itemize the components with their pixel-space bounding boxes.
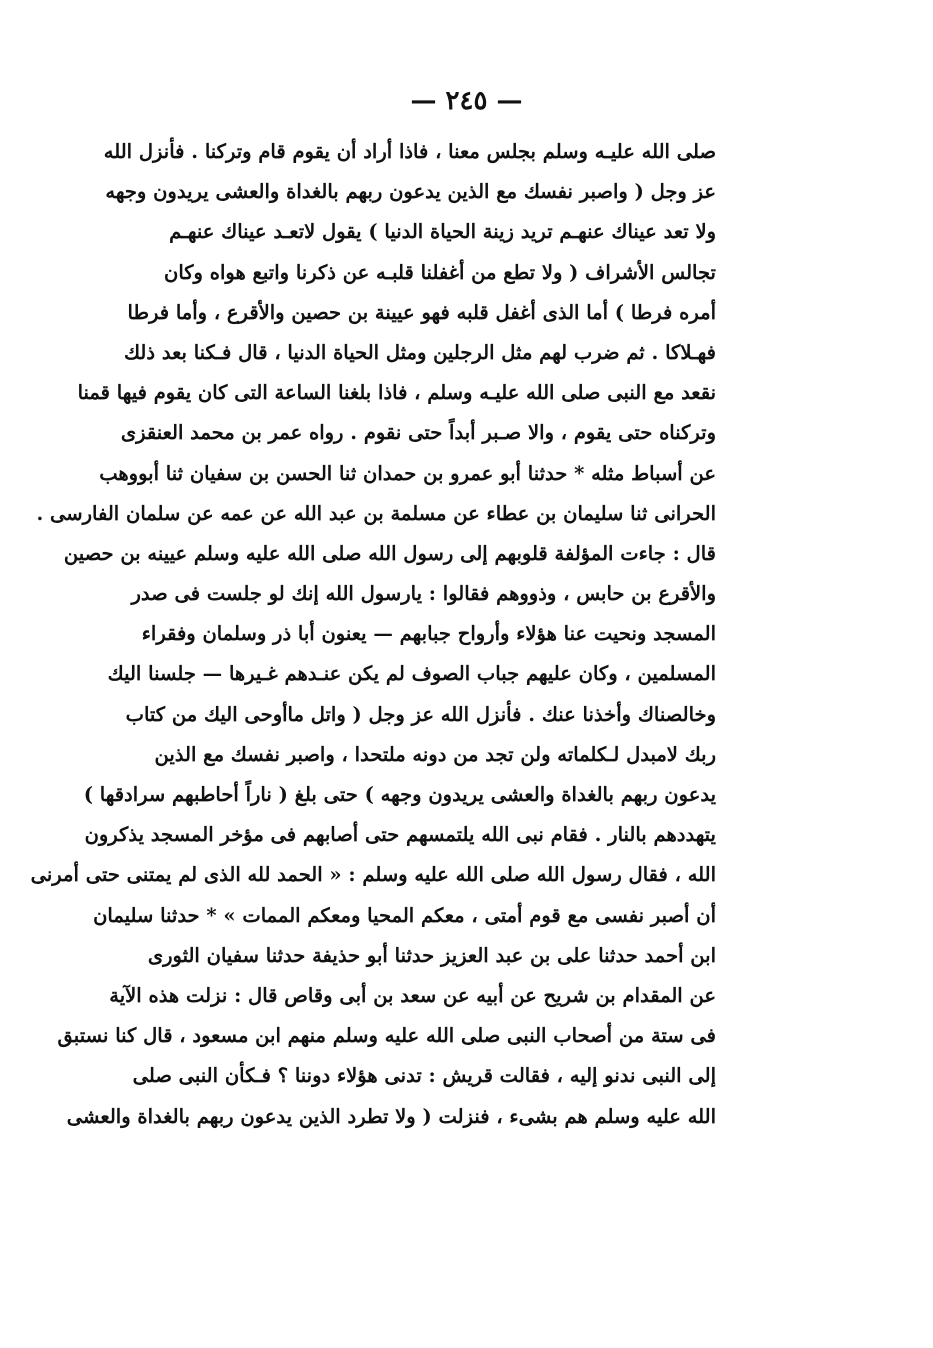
- text-line: ربك لامبدل لـكلماته ولن تجد من دونه ملتحدا ، واصبر نفسك مع الذين: [154, 742, 716, 766]
- page-number: — ٢٤٥ —: [410, 86, 523, 116]
- text-line: الحرانى ثنا سليمان بن عطاء عن مسلمة بن عبد الله عن عمه عن سلمان الفارسى .: [36, 501, 716, 525]
- text-line: المسجد ونحيت عنا هؤلاء وأرواح جبابهم — يعنون أبا ذر وسلمان وفقراء: [141, 622, 716, 646]
- text-line: ابن أحمد حدثنا على بن عبد العزيز حدثنا أبو حذيفة حدثنا سفيان الثورى: [147, 943, 716, 967]
- body-text: [30, 132, 716, 1137]
- text-line: عز وجل ( واصبر نفسك مع الذين يدعون ربهم بالغداة والعشى يريدون وجهه: [105, 180, 716, 204]
- text-line: الله ، فقال رسول الله صلى الله عليه وسلم : « الحمد لله الذى لم يمتنى حتى أمرنى: [30, 863, 716, 887]
- text-line: فى ستة من أصحاب النبى صلى الله عليه وسلم منهم ابن مسعود ، قال كنا نستبق: [57, 1024, 716, 1048]
- text-line: قال : جاءت المؤلفة قلوبهم إلى رسول الله صلى الله عليه وسلم عيينه بن حصين: [63, 541, 716, 565]
- text-line: أمره فرطا ) أما الذى أغفل قلبه فهو عيينة بن حصين والأقرع ، وأما فرطا: [127, 300, 716, 324]
- text-line: الله عليه وسلم هم بشىء ، فنزلت ( ولا تطرد الذين يدعون ربهم بالغداة والعشى: [66, 1104, 716, 1128]
- text-line: صلى الله عليـه وسلم بجلس معنا ، فاذا أراد أن يقوم قام وتركنا . فأنزل الله: [103, 140, 716, 163]
- text-line: يتهددهم بالنار . فقام نبى الله يلتمسهم حتى أصابهم فى مؤخر المسجد يذكرون: [84, 823, 716, 847]
- text-line: أن أصبر نفسى مع قوم أمتى ، معكم المحيا ومعكم الممات » * حدثنا سليمان: [93, 903, 716, 927]
- text-line: ولا تعد عيناك عنهـم تريد زينة الحياة الدنيا ) يقول لاتعـد عيناك عنهـم: [169, 220, 716, 244]
- text-line: عن أسباط مثله * حدثنا أبو عمرو بن حمدان ثنا الحسن بن سفيان ثنا أبووهب: [99, 461, 716, 485]
- text-line: نقعد مع النبى صلى الله عليـه وسلم ، فاذا بلغنا الساعة التى كان يقوم فيها قمنا: [77, 381, 716, 405]
- text-line: تجالس الأشراف ( ولا تطع من أغفلنا قلبـه عن ذكرنا واتبع هواه وكان: [164, 260, 716, 284]
- text-line: إلى النبى ندنو إليه ، فقالت قريش : تدنى هؤلاء دوننا ؟ فـكأن النبى صلى: [132, 1064, 716, 1088]
- text-line: عن المقدام بن شريح عن أبيه عن سعد بن أبى وقاص قال : نزلت هذه الآية: [109, 983, 716, 1007]
- text-line: وتركناه حتى يقوم ، والا صـبر أبداً حتى نقوم . رواه عمر بن محمد العنقزى: [120, 421, 716, 445]
- text-line: المسلمين ، وكان عليهم جباب الصوف لم يكن عنـدهم غـيرها — جلسنا اليك: [107, 662, 716, 686]
- text-line: فهـلاكا . ثم ضرب لهم مثل الرجلين ومثل الحياة الدنيا ، قال فـكنا بعد ذلك: [124, 340, 716, 364]
- text-line: والأقرع بن حابس ، وذووهم فقالوا : يارسول الله إنك لو جلست فى صدر: [131, 582, 716, 606]
- text-line: يدعون ربهم بالغداة والعشى يريدون وجهه ) حتى بلغ ( ناراً أحاطبهم سرادقها ): [83, 783, 716, 806]
- text-line: وخالصناك وأخذنا عنك . فأنزل الله عز وجل ( واتل ماأوحى اليك من كتاب: [125, 702, 716, 726]
